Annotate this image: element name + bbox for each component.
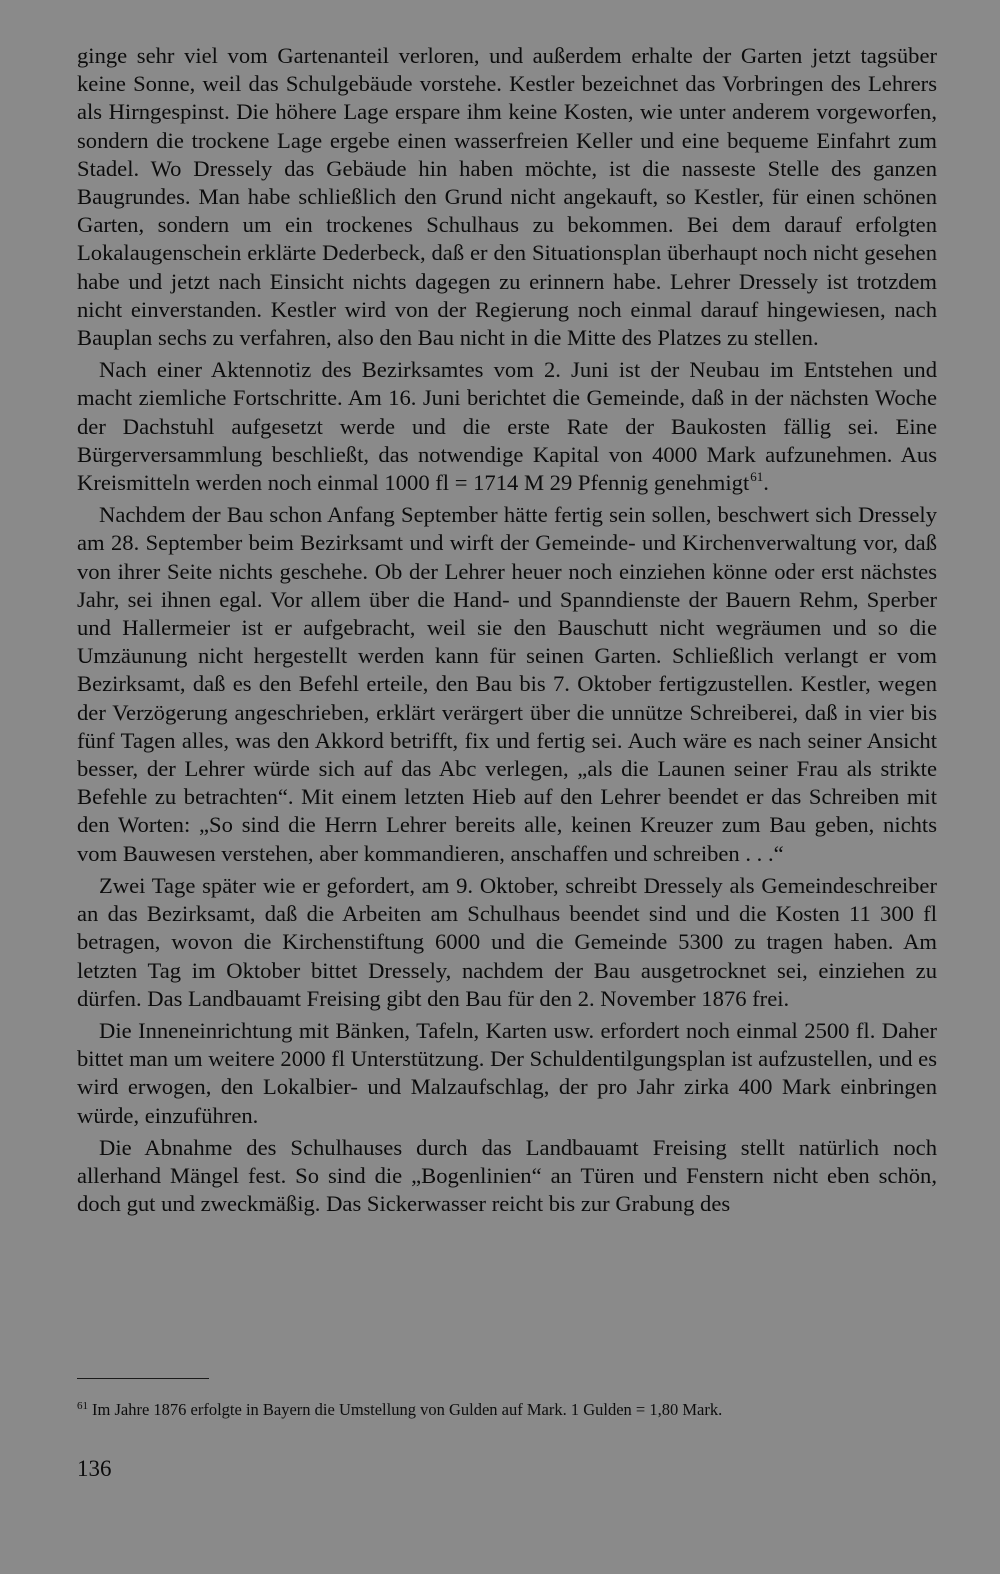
footnote-divider	[77, 1378, 209, 1379]
paragraph-3: Nachdem der Bau schon Anfang September hätte fertig sein sollen, beschwert sich Dressely am 28. September beim Bezirksamt und wirft der Gemeinde- und Kirchenverwaltung vor, daß von ihrer Seite nichts geschehe. Ob der Lehrer heuer noch einziehen könne oder erst nächstes Jahr, sei ihnen egal. Vor allem über die Hand- und Spanndienste der Bauern Rehm, Sperber und Hallermeier ist er aufgebracht, weil sie den Bauschutt nicht wegräumen und so die Umzäunung nicht hergestellt werden kann für seinen Garten. Schließlich verlangt er vom Bezirksamt, daß es den Befehl erteile, den Bau bis 7. Oktober fertigzustellen. Kestler, wegen der Verzögerung angeschrieben, erklärt verärgert über die unnütze Schreiberei, daß in vier bis fünf Tagen alles, was den Akkord betrifft, fix und fertig sei. Auch wäre es nach seiner Ansicht besser, der Lehrer würde sich auf das Abc verlegen, „als die Launen seiner Frau als strikte Befehle zu betrachten“. Mit einem letzten Hieb auf den Lehrer beendet er das Schreiben mit den Worten: „So sind die Herrn Lehrer bereits alle, keinen Kreuzer zum Bau geben, nichts vom Bauwesen verstehen, aber kommandieren, anschaffen und schreiben . . .“	[77, 502, 937, 866]
paragraph-5: Die Inneneinrichtung mit Bänken, Tafeln, Karten usw. erfordert noch einmal 2500 fl. Daher bittet man um weitere 2000 fl Unterstützung. Der Schuldentilgungsplan ist aufzustellen, und es wird erwogen, den Lokalbier- und Malzaufschlag, der pro Jahr zirka 400 Mark einbringen würde, einzuführen.	[77, 1017, 937, 1128]
footnote-reference: 61	[750, 469, 764, 485]
paragraph-1: ginge sehr viel vom Gartenanteil verloren, und außerdem erhalte der Garten jetzt tagsüber keine Sonne, weil das Schulgebäude vorstehe. Kestler bezeichnet das Vorbringen des Lehrers als Hirngespinst. Die höhere Lage erspare ihm keine Kosten, wie unter anderem vorgeworfen, sondern die trockene Lage ergebe einen wasserfreien Keller und eine bequeme Einfahrt zum Stadel. Wo Dressely das Gebäude hin haben möchte, ist die nasseste Stelle des ganzen Baugrundes. Man habe schließlich den Grund nicht angekauft, so Kestler, für einen schönen Garten, sondern um ein trockenes Schulhaus zu bekommen. Bei dem darauf erfolgten Lokalaugenschein erklärte Dederbeck, daß er den Situationsplan überhaupt noch nicht gesehen habe und jetzt nach Einsicht nichts dagegen zu erinnern habe. Lehrer Dressely ist trotzdem nicht einverstanden. Kestler wird von der Regierung noch einmal darauf hingewiesen, nach Bauplan sechs zu verfahren, also den Bau nicht in die Mitte des Platzes zu stellen.	[77, 43, 937, 351]
page-number: 136	[77, 1456, 112, 1481]
paragraph-2	[77, 356, 937, 497]
body-text	[77, 42, 937, 1222]
footnote-marker: 61	[77, 1400, 88, 1412]
footnote	[77, 1399, 937, 1421]
paragraph-6: Die Abnahme des Schulhauses durch das Landbauamt Freising stellt natürlich noch allerhand Mängel fest. So sind die „Bogenlinien“ an Türen und Fenstern nicht eben schön, doch gut und zweckmäßig. Das Sickerwasser reicht bis zur Grabung des	[77, 1134, 937, 1217]
paragraph-2-end: .	[763, 470, 769, 496]
paragraph-2-text: Nach einer Aktennotiz des Bezirksamtes vom 2. Juni ist der Neubau im Entstehen und macht ziemliche Fortschritte. Am 16. Juni berichtet die Gemeinde, daß in der nächsten Woche der Dachstuhl aufgesetzt werde und die erste Rate der Baukosten fällig sei. Eine Bürgerversammlung beschließt, das notwendige Kapital von 4000 Mark aufzunehmen. Aus Kreismitteln werden noch einmal 1000 fl = 1714 M 29 Pfennig genehmigt	[77, 357, 937, 496]
footnote-text: Im Jahre 1876 erfolgte in Bayern die Umstellung von Gulden auf Mark. 1 Gulden = 1,80 Mark.	[92, 1400, 723, 1419]
paragraph-4: Zwei Tage später wie er gefordert, am 9. Oktober, schreibt Dressely als Gemeindeschreiber an das Bezirksamt, daß die Arbeiten am Schulhaus beendet sind und die Kosten 11 300 fl betragen, wovon die Kirchenstiftung 6000 und die Gemeinde 5300 zu tragen haben. Am letzten Tag im Oktober bittet Dressely, nachdem der Bau ausgetrocknet sei, einziehen zu dürfen. Das Landbauamt Freising gibt den Bau für den 2. November 1876 frei.	[77, 872, 937, 1011]
